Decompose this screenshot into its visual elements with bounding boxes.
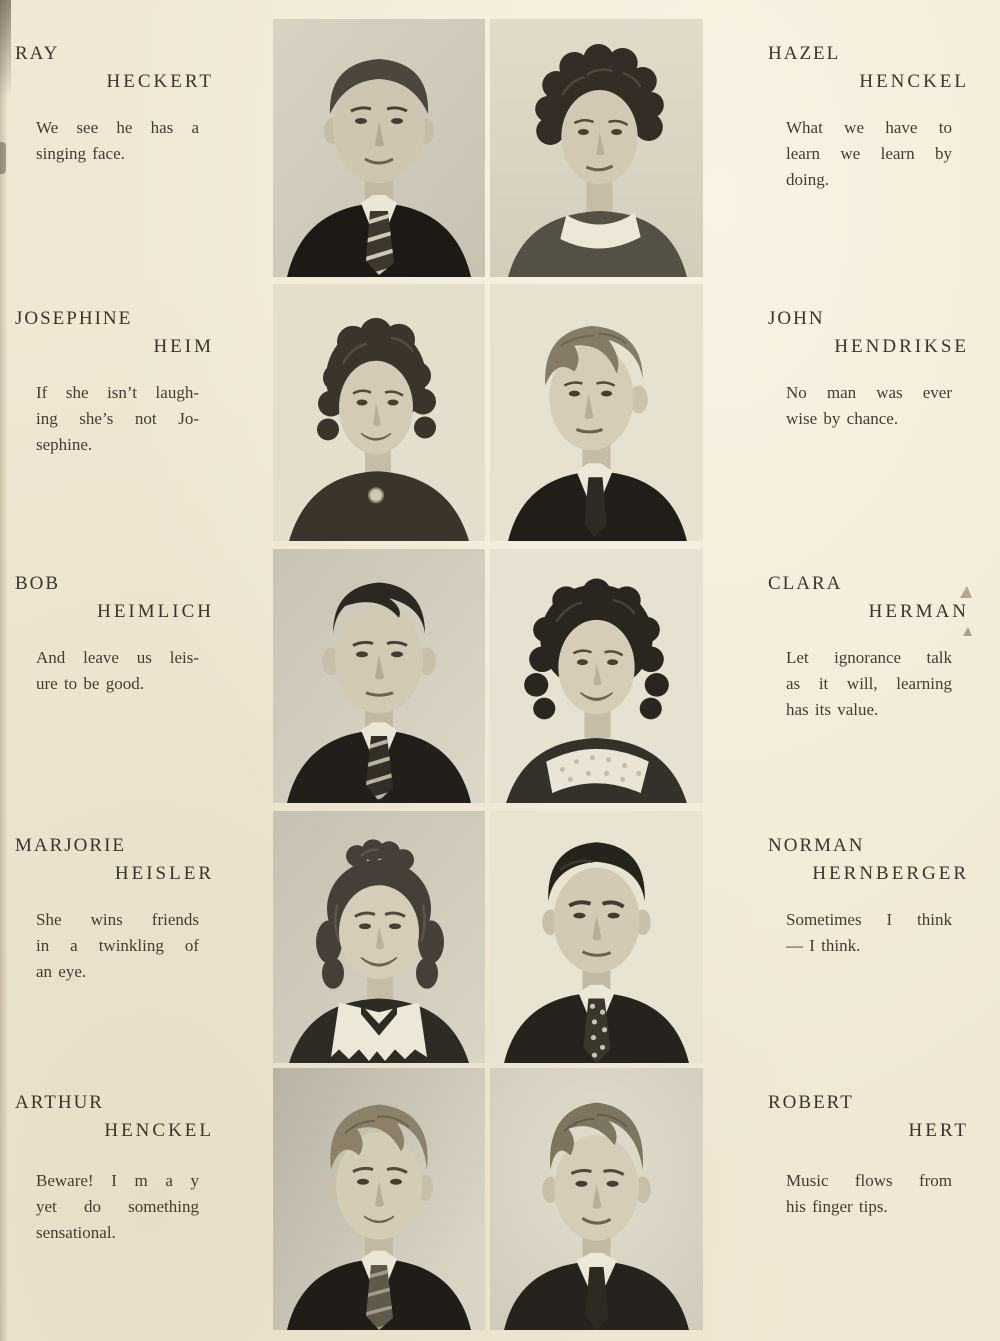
quote-line: sensational. (36, 1223, 116, 1242)
quote-line: ing she’s not Jo- (36, 409, 199, 428)
last-name: HEISLER (114, 863, 214, 884)
yearbook-row-1 (0, 19, 1000, 277)
quote-line: in a twinkling of (36, 936, 199, 955)
quote-line: No man was ever (786, 383, 952, 402)
student-quote (36, 380, 199, 458)
portrait-josephine-heim-photo (273, 284, 485, 541)
portrait-arthur-henckel-photo (273, 1068, 485, 1330)
last-name: HENCKEL (104, 1120, 214, 1141)
student-name-robert-hert (768, 1092, 969, 1142)
quote-line: an eye. (36, 962, 87, 981)
student-quote (36, 645, 199, 697)
quote-line: She wins friends (36, 910, 199, 929)
last-name: HERT (908, 1120, 969, 1141)
last-name: HECKERT (106, 71, 214, 92)
first-name: BOB (15, 573, 61, 594)
quote-line: — I think. (786, 936, 861, 955)
quote-line: his finger tips. (786, 1197, 888, 1216)
quote-line: yet do something (36, 1197, 199, 1216)
first-name: MARJORIE (15, 835, 127, 856)
quote-line: Let ignorance talk (786, 648, 952, 667)
yearbook-row-4 (0, 811, 1000, 1063)
portrait-norman-hernberger-photo (490, 811, 703, 1063)
student-quote (36, 115, 199, 167)
first-name: JOHN (768, 308, 825, 329)
portrait-ray-heckert-photo (273, 19, 485, 277)
quote-line: learn we learn by (786, 144, 952, 163)
first-name: JOSEPHINE (15, 308, 133, 329)
last-name: HENCKEL (859, 71, 969, 92)
student-name-clara-herman (768, 573, 969, 623)
student-name-hazel-henckel (768, 43, 969, 93)
first-name: ROBERT (768, 1092, 854, 1113)
quote-line: We see he has a (36, 118, 199, 137)
student-name-josephine-heim (15, 308, 214, 358)
student-quote (786, 1168, 952, 1220)
portrait-clara-herman-photo (490, 549, 703, 803)
last-name: HEIM (153, 336, 214, 357)
last-name: HERMAN (868, 601, 969, 622)
last-name: HENDRIKSE (834, 336, 969, 357)
student-name-john-hendrikse (768, 308, 969, 358)
quote-line: Sometimes I think (786, 910, 952, 929)
student-name-arthur-henckel (15, 1092, 214, 1142)
portrait-john-hendrikse-photo (490, 284, 703, 541)
student-quote (786, 115, 952, 193)
first-name: NORMAN (768, 835, 865, 856)
yearbook-row-3 (0, 549, 1000, 803)
first-name: CLARA (768, 573, 843, 594)
portrait-robert-hert-photo (490, 1068, 703, 1330)
quote-line: has its value. (786, 700, 879, 719)
yearbook-row-2 (0, 284, 1000, 541)
quote-line: singing face. (36, 144, 125, 163)
student-name-bob-heimlich (15, 573, 214, 623)
portrait-hazel-henckel-photo (490, 19, 703, 277)
student-quote (36, 1168, 199, 1246)
quote-line: Beware! I m a y (36, 1171, 199, 1190)
last-name: HEIMLICH (97, 601, 214, 622)
quote-line: Music flows from (786, 1171, 952, 1190)
student-name-norman-hernberger (768, 835, 969, 885)
last-name: HERNBERGER (812, 863, 969, 884)
first-name: RAY (15, 43, 60, 64)
quote-line: What we have to (786, 118, 952, 137)
quote-line: ure to be good. (36, 674, 144, 693)
yearbook-row-5 (0, 1068, 1000, 1330)
first-name: HAZEL (768, 43, 841, 64)
quote-line: wise by chance. (786, 409, 899, 428)
quote-line: as it will, learning (786, 674, 952, 693)
quote-line: If she isn’t laugh- (36, 383, 199, 402)
portrait-bob-heimlich-photo (273, 549, 485, 803)
student-quote (36, 907, 199, 985)
student-quote (786, 645, 952, 723)
quote-line: And leave us leis- (36, 648, 199, 667)
quote-line: doing. (786, 170, 829, 189)
quote-line: sephine. (36, 435, 93, 454)
student-name-marjorie-heisler (15, 835, 214, 885)
student-name-ray-heckert (15, 43, 214, 93)
student-quote (786, 907, 952, 959)
portrait-marjorie-heisler-photo (273, 811, 485, 1063)
first-name: ARTHUR (15, 1092, 104, 1113)
student-quote (786, 380, 952, 432)
